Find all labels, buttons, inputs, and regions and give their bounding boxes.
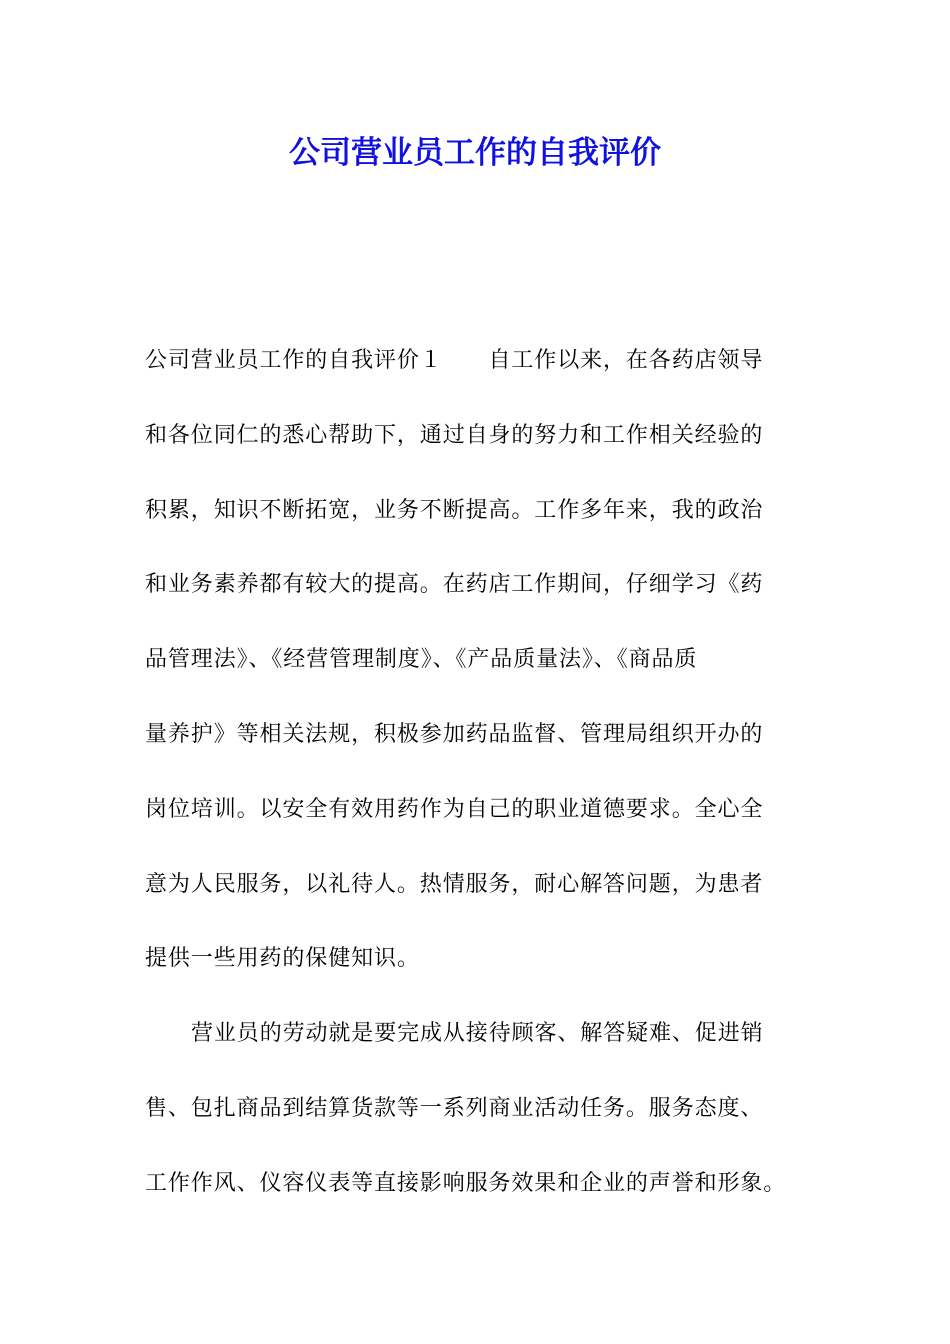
body-line: 和业务素养都有较大的提高。在药店工作期间，仔细学习《药 [145, 572, 764, 598]
body-line: 量养护》等相关法规，积极参加药品监督、管理局组织开办的 [145, 721, 764, 747]
body-line: 意为人民服务，以礼待人。热情服务，耐心解答问题，为患者 [145, 871, 764, 897]
body-line: 公司营业员工作的自我评价１ 自工作以来，在各药店领导 [145, 348, 764, 373]
body-line: 和各位同仁的悉心帮助下，通过自身的努力和工作相关经验的 [145, 422, 764, 448]
body-line: 岗位培训。以安全有效用药作为自己的职业道德要求。全心全 [145, 796, 764, 822]
body-line: 品管理法》、《经营管理制度》、《产品质量法》、《商品质 [145, 647, 698, 673]
body-line: 工作作风、仪容仪表等直接影响服务效果和企业的声誉和形象。 [145, 1170, 787, 1196]
document-title: 公司营业员工作的自我评价 [289, 135, 661, 171]
body-line: 提供一些用药的保健知识。 [145, 946, 420, 972]
body-line: 售、包扎商品到结算货款等一系列商业活动任务。服务态度、 [145, 1095, 764, 1121]
body-line: 积累，知识不断拓宽，业务不断提高。工作多年来，我的政治 [145, 497, 764, 523]
document-body [145, 336, 810, 1234]
body-line: 营业员的劳动就是要完成从接待顾客、解答疑难、促进销 [191, 1021, 764, 1047]
